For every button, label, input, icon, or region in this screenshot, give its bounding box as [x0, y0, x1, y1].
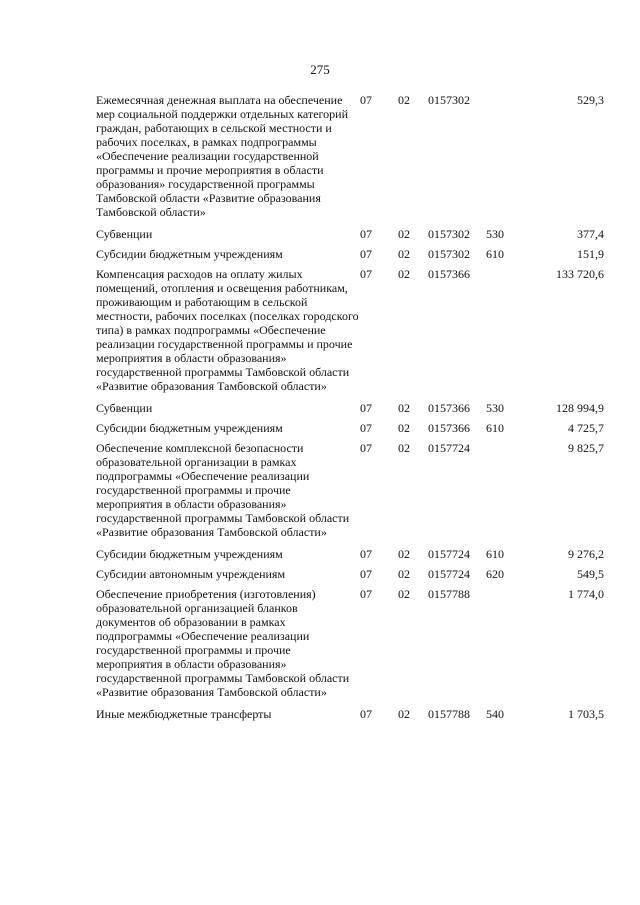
row-code: 0157302 [428, 227, 470, 241]
row-amount: 133 720,6 [556, 267, 604, 281]
table-row [96, 421, 604, 441]
row-code: 0157302 [428, 247, 470, 261]
row-section: 07 [360, 93, 372, 107]
row-type: 540 [486, 707, 504, 721]
row-section: 07 [360, 247, 372, 261]
row-subsection: 02 [398, 93, 410, 107]
row-name: Иные межбюджетные трансферты [96, 707, 272, 721]
row-subsection: 02 [398, 401, 410, 415]
budget-table-body [96, 93, 604, 721]
row-subsection: 02 [398, 421, 410, 435]
row-amount: 1 703,5 [568, 707, 604, 721]
row-code: 0157724 [428, 441, 470, 455]
row-type: 620 [486, 567, 504, 581]
row-amount: 529,3 [577, 93, 604, 107]
row-subsection: 02 [398, 587, 410, 601]
row-code: 0157366 [428, 421, 470, 435]
row-name: Обеспечение комплексной безопасности образовательной организации в рамках подпрограммы «Обеспечение реализации государственной программы и прочие мероприятия в области образования» государственной программы Тамбовской области «Развитие образования Тамбовской области» [96, 441, 350, 539]
row-type [486, 93, 524, 227]
row-amount: 4 725,7 [568, 421, 604, 435]
row-subsection: 02 [398, 227, 410, 241]
row-amount: 128 994,9 [556, 401, 604, 415]
table-row [96, 267, 604, 401]
row-section: 07 [360, 441, 372, 455]
row-name: Субсидии бюджетным учреждениям [96, 247, 283, 261]
row-amount: 1 774,0 [568, 587, 604, 601]
table-row [96, 707, 604, 721]
row-section: 07 [360, 227, 372, 241]
table-row [96, 441, 604, 547]
row-type [486, 441, 524, 547]
row-section: 07 [360, 587, 372, 601]
row-subsection: 02 [398, 441, 410, 455]
row-subsection: 02 [398, 567, 410, 581]
row-subsection: 02 [398, 267, 410, 281]
row-name: Субсидии бюджетным учреждениям [96, 547, 283, 561]
table-row [96, 547, 604, 567]
row-amount: 151,9 [577, 247, 604, 261]
row-section: 07 [360, 267, 372, 281]
row-section: 07 [360, 707, 372, 721]
row-section: 07 [360, 567, 372, 581]
table-row [96, 93, 604, 227]
row-name: Субсидии бюджетным учреждениям [96, 421, 283, 435]
row-section: 07 [360, 401, 372, 415]
row-code: 0157788 [428, 587, 470, 601]
row-amount: 549,5 [577, 567, 604, 581]
row-name: Ежемесячная денежная выплата на обеспечение мер социальной поддержки отдельных категорий граждан, работающих в сельской местности и рабочих поселках, в рамках подпрограммы «Обеспечение реализации государственной программы и прочие мероприятия в области образования» государственной программы Тамбовской области «Развитие образования Тамбовской области» [96, 93, 348, 219]
row-type: 530 [486, 401, 504, 415]
row-type: 610 [486, 547, 504, 561]
row-subsection: 02 [398, 247, 410, 261]
row-name: Компенсация расходов на оплату жилых помещений, отопления и освещения работникам, проживающим и работающим в сельской местности, рабочих поселках (поселках городского типа) в рамках подпрограммы «Обеспечение реализации государственной программы и прочие мероприятия в области образования» государственной программы Тамбовской области «Развитие образования Тамбовской области» [96, 267, 359, 393]
row-code: 0157724 [428, 567, 470, 581]
row-subsection: 02 [398, 707, 410, 721]
row-code: 0157366 [428, 401, 470, 415]
table-row [96, 247, 604, 267]
row-section: 07 [360, 421, 372, 435]
row-code: 0157724 [428, 547, 470, 561]
table-row [96, 587, 604, 707]
row-amount: 377,4 [577, 227, 604, 241]
row-type [486, 267, 524, 401]
row-type [486, 587, 524, 707]
row-type: 530 [486, 227, 504, 241]
budget-table [96, 93, 604, 721]
row-type: 610 [486, 247, 504, 261]
row-type: 610 [486, 421, 504, 435]
page-number: 275 [310, 62, 330, 77]
table-row [96, 227, 604, 247]
row-code: 0157788 [428, 707, 470, 721]
table-row [96, 401, 604, 421]
row-code: 0157302 [428, 93, 470, 107]
row-name: Субвенции [96, 227, 153, 241]
row-name: Субсидии автономным учреждениям [96, 567, 286, 581]
row-section: 07 [360, 547, 372, 561]
row-code: 0157366 [428, 267, 470, 281]
row-name: Субвенции [96, 401, 153, 415]
row-amount: 9 276,2 [568, 547, 604, 561]
table-row [96, 567, 604, 587]
row-name: Обеспечение приобретения (изготовления) образовательной организацией бланков документов об образовании в рамках подпрограммы «Обеспечение реализации государственной программы и прочие мероприятия в области образования» государственной программы Тамбовской области «Развитие образования Тамбовской области» [96, 587, 350, 699]
row-subsection: 02 [398, 547, 410, 561]
row-amount: 9 825,7 [568, 441, 604, 455]
